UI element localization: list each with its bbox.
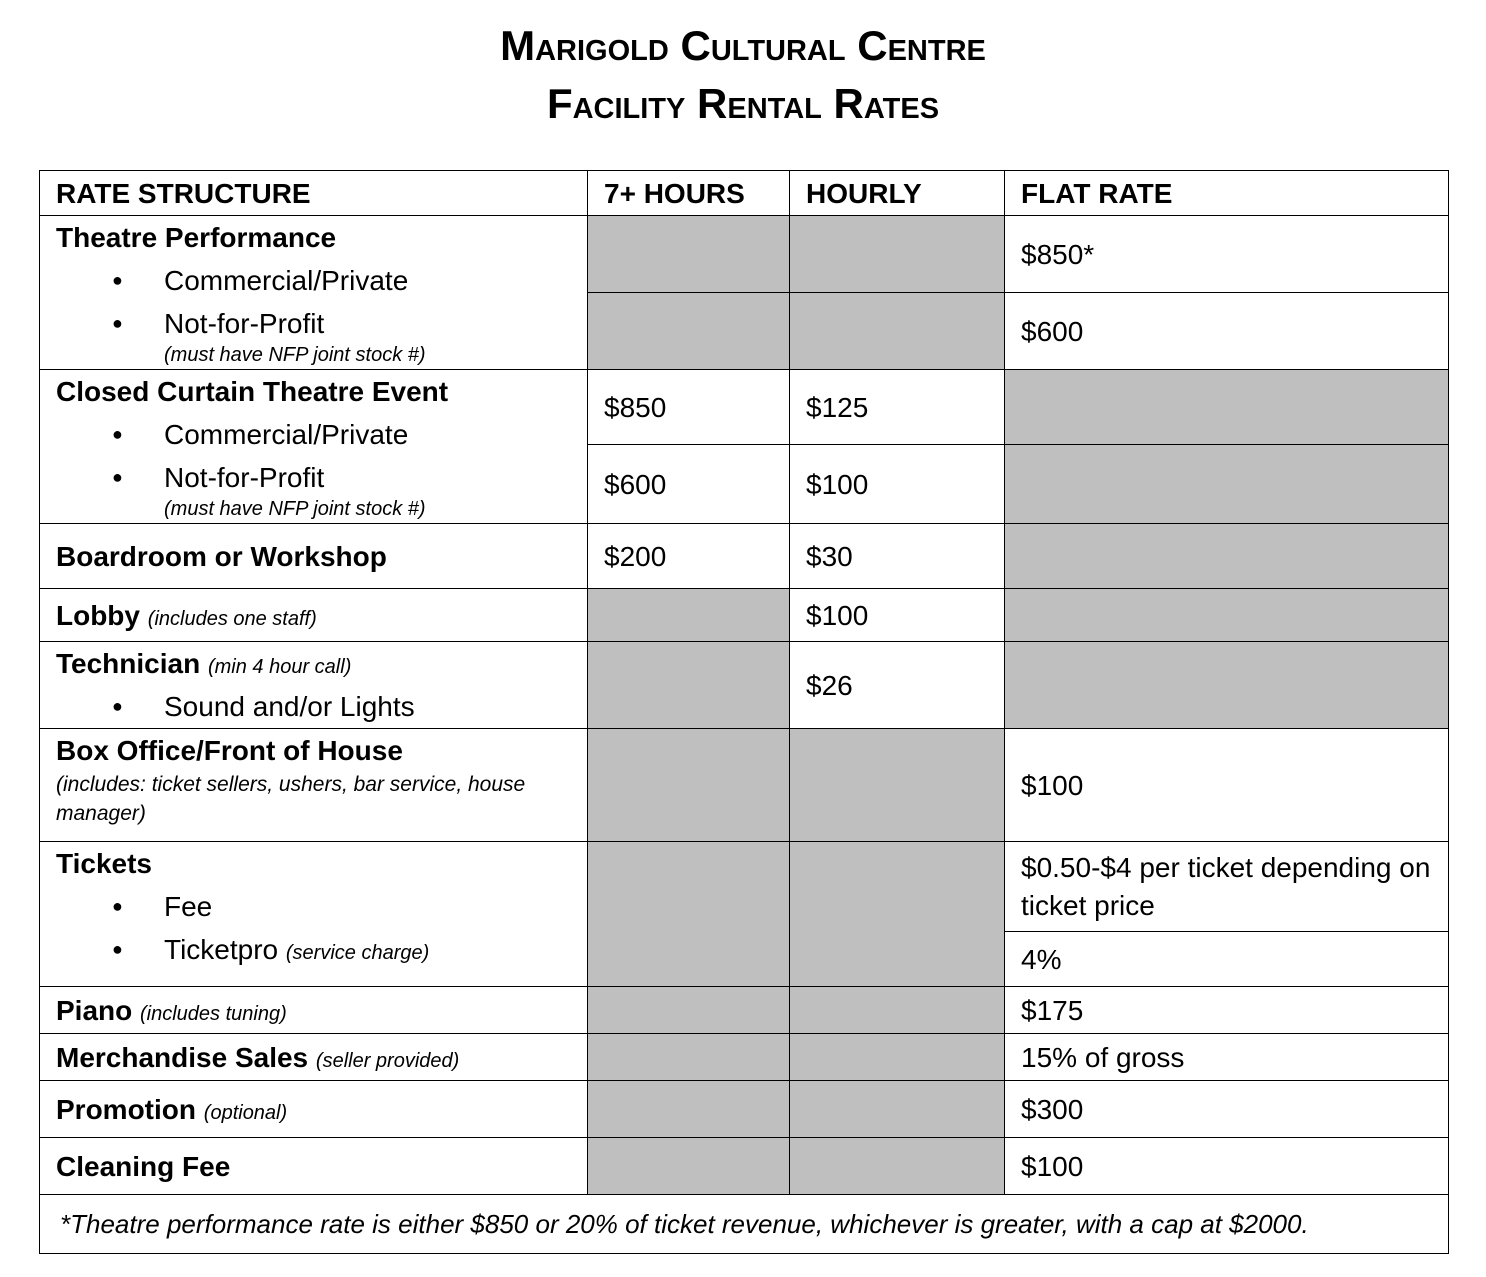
merchandise-flat-rate: 15% of gross (1005, 1034, 1449, 1081)
empty-cell (588, 842, 790, 987)
piano-label (40, 987, 588, 1034)
table-row (40, 842, 1449, 932)
table-row (40, 987, 1449, 1034)
header-row (40, 171, 1449, 216)
table-row (40, 524, 1449, 589)
boardroom-7-hours: $200 (588, 524, 790, 589)
cleaning-name: Cleaning Fee (56, 1150, 231, 1182)
list-item: ● Commercial/Private (56, 417, 571, 452)
merchandise-label (40, 1034, 588, 1081)
list-item: ● Not-for-Profit (56, 460, 571, 495)
box-office-name: Box Office/Front of House (56, 735, 403, 766)
empty-cell (790, 293, 1005, 370)
empty-cell (790, 1138, 1005, 1195)
boardroom-name: Boardroom or Workshop (56, 540, 387, 572)
closed-commercial-hourly: $125 (790, 370, 1005, 445)
list-item (56, 932, 571, 967)
piano-name: Piano (56, 994, 133, 1026)
tickets-label (40, 842, 588, 987)
technician-note: (min 4 hour call) (207, 656, 352, 678)
footnote: *Theatre performance rate is either $850 or 20% of ticket revenue, whichever is greater, with a cap at $2000. (40, 1195, 1449, 1254)
lobby-label (40, 589, 588, 642)
table-row (40, 1034, 1449, 1081)
lobby-hourly: $100 (790, 589, 1005, 642)
empty-cell (790, 1034, 1005, 1081)
header-7-hours: 7+ HOURS (588, 171, 790, 216)
nfp-note: (must have NFP joint stock #) (164, 344, 426, 366)
ticketpro-flat-rate: 4% (1005, 932, 1449, 987)
document-title-line2: Facility Rental Rates (546, 80, 940, 127)
tickets-fee-flat-rate: $0.50-$4 per ticket depending on ticket price (1005, 842, 1449, 932)
nfp-note: (must have NFP joint stock #) (164, 498, 426, 520)
table-row (40, 589, 1449, 642)
list-item: ● Commercial/Private (56, 263, 571, 298)
table-row (40, 642, 1449, 729)
technician-hourly: $26 (790, 642, 1005, 729)
technician-label (40, 642, 588, 729)
ticketpro-name: Ticketpro (164, 934, 279, 965)
header-flat-rate: FLAT RATE (1005, 171, 1449, 216)
empty-cell (1005, 589, 1449, 642)
list-item: ● Sound and/or Lights (56, 689, 571, 724)
lobby-note: (includes one staff) (147, 607, 317, 630)
technician-name: Technician (56, 648, 201, 679)
empty-cell (790, 842, 1005, 987)
closed-curtain-name: Closed Curtain Theatre Event (56, 376, 449, 407)
empty-cell (1005, 642, 1449, 729)
empty-cell (790, 729, 1005, 842)
boardroom-hourly: $30 (790, 524, 1005, 589)
empty-cell (588, 293, 790, 370)
empty-cell (588, 216, 790, 293)
closed-curtain-label (40, 370, 588, 524)
theatre-performance-name: Theatre Performance (56, 222, 337, 253)
piano-flat-rate: $175 (1005, 987, 1449, 1034)
header-hourly: HOURLY (790, 171, 1005, 216)
closed-commercial-7-hours: $850 (588, 370, 790, 445)
empty-cell (588, 1034, 790, 1081)
promotion-label (40, 1081, 588, 1138)
empty-cell (588, 589, 790, 642)
document-title-line1: Marigold Cultural Centre (500, 22, 986, 69)
piano-note: (includes tuning) (140, 1002, 287, 1025)
closed-nfp-hourly: $100 (790, 445, 1005, 524)
closed-nfp-7-hours: $600 (588, 445, 790, 524)
empty-cell (588, 1081, 790, 1138)
empty-cell (588, 642, 790, 729)
empty-cell (588, 729, 790, 842)
table-row (40, 1081, 1449, 1138)
header-rate-structure: RATE STRUCTURE (40, 171, 588, 216)
merchandise-name: Merchandise Sales (56, 1041, 309, 1073)
theatre-commercial-flat-rate: $850* (1005, 216, 1449, 293)
list-item: ● Fee (56, 889, 571, 924)
boardroom-label (40, 524, 588, 589)
table-row (40, 729, 1449, 842)
rates-table (39, 170, 1449, 1254)
cleaning-flat-rate: $100 (1005, 1138, 1449, 1195)
merchandise-note: (seller provided) (315, 1049, 460, 1072)
box-office-label (40, 729, 588, 842)
empty-cell (1005, 524, 1449, 589)
cleaning-label (40, 1138, 588, 1195)
empty-cell (1005, 445, 1449, 524)
empty-cell (790, 216, 1005, 293)
empty-cell (790, 1081, 1005, 1138)
empty-cell (1005, 370, 1449, 445)
table-row (40, 1138, 1449, 1195)
promotion-flat-rate: $300 (1005, 1081, 1449, 1138)
box-office-note: (includes: ticket sellers, ushers, bar service, house manager) (56, 773, 526, 826)
table-row (40, 216, 1449, 293)
box-office-flat-rate: $100 (1005, 729, 1449, 842)
empty-cell (790, 987, 1005, 1034)
empty-cell (588, 1138, 790, 1195)
ticketpro-note: (service charge) (285, 942, 430, 964)
tickets-name: Tickets (56, 848, 152, 879)
theatre-nfp-flat-rate: $600 (1005, 293, 1449, 370)
promotion-note: (optional) (203, 1101, 288, 1124)
table-row (40, 370, 1449, 445)
theatre-performance-label (40, 216, 588, 370)
lobby-name: Lobby (56, 599, 140, 631)
empty-cell (588, 987, 790, 1034)
list-item: ● Not-for-Profit (56, 306, 571, 341)
promotion-name: Promotion (56, 1093, 196, 1125)
footnote-row (40, 1195, 1449, 1254)
